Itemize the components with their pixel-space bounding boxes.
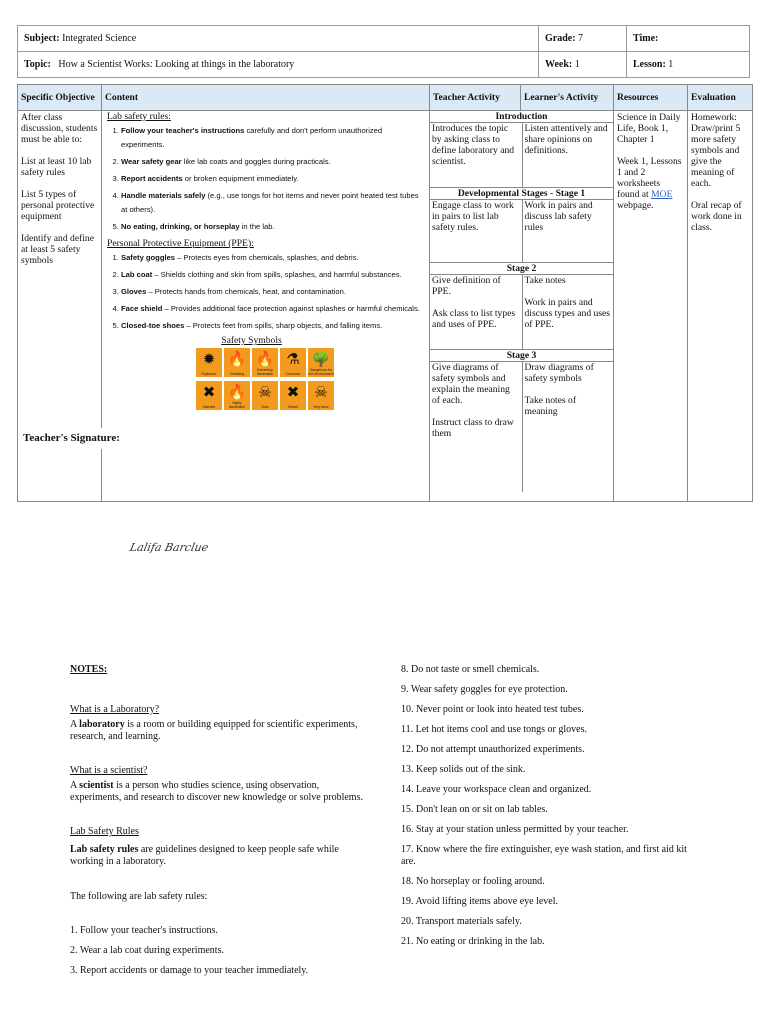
- topic-cell: [18, 52, 539, 78]
- ppe-list: [107, 251, 426, 333]
- safety-symbols-title: Safety Symbols: [221, 335, 282, 346]
- lab-rule-item: 2. Wear safety gear like lab coats and goggles during practicals.: [121, 155, 426, 169]
- week-value: 1: [574, 59, 580, 70]
- notes-a-safety-rules: Lab safety rules are guidelines designed to keep people safe while working in a laboratory.: [70, 844, 339, 867]
- evaluation-homework: Homework: Draw/print 5 more safety symbols and give the meaning of each.: [691, 112, 741, 189]
- ppe-title: Personal Protective Equipment (PPE):: [107, 238, 254, 249]
- safety-rule-line: 21. No eating or drinking in the lab.: [401, 936, 545, 947]
- subject-label: Subject:: [24, 33, 60, 44]
- teacher-signature-label: Teacher's Signature:: [18, 428, 194, 449]
- subject-value: Integrated Science: [62, 33, 137, 44]
- safety-rule-line: 20. Transport materials safely.: [401, 916, 522, 927]
- col-learner-header: Learner's Activity: [521, 85, 614, 111]
- learner-stage1: Work in pairs and discuss lab safety rules: [522, 200, 614, 262]
- learner-stage2-a: Take notes: [524, 275, 566, 286]
- col-teacher-header: Teacher Activity: [430, 85, 521, 111]
- learner-stage2-b: Work in pairs and discuss types and uses of PPE.: [524, 297, 611, 330]
- objective-2: List 5 types of personal protective equipment: [21, 189, 95, 222]
- stage1-heading: Developmental Stages - Stage 1: [430, 187, 613, 200]
- toxic-symbol-icon: ☠ Toxic: [252, 381, 278, 410]
- objective-3: Identify and define at least 5 safety symbols: [21, 233, 94, 266]
- moe-link[interactable]: MOE: [651, 189, 673, 200]
- irritant-symbol-icon: ✖ Irritant: [280, 381, 306, 410]
- grade-cell: [539, 26, 627, 52]
- time-cell: [627, 26, 750, 52]
- col-content-header: Content: [102, 85, 430, 111]
- notes-title: NOTES:: [70, 664, 108, 675]
- safety-rule-line: 2. Wear a lab coat during experiments.: [70, 945, 224, 956]
- safety-symbols-row-1: [195, 348, 426, 377]
- safety-rule-line: 1. Follow your teacher's instructions.: [70, 925, 218, 936]
- teacher-stage3-b: Instruct class to draw them: [432, 417, 514, 439]
- resources-cell: [614, 111, 688, 502]
- safety-rule-line: 19. Avoid lifting items above eye level.: [401, 896, 559, 907]
- topic-label: Topic:: [24, 59, 51, 70]
- notes-q-laboratory: What is a Laboratory?: [70, 704, 160, 715]
- notes-section: [70, 664, 370, 985]
- safety-rule-line: 18. No horseplay or fooling around.: [401, 876, 545, 887]
- learner-intro: Listen attentively and share opinions on definitions.: [522, 123, 614, 187]
- lesson-value: 1: [668, 59, 674, 70]
- safety-rule-line: 8. Do not taste or smell chemicals.: [401, 664, 540, 675]
- lab-rule-item: 5. No eating, drinking, or horseplay in the lab.: [121, 220, 426, 234]
- safety-rule-line: 12. Do not attempt unauthorized experiments.: [401, 744, 585, 755]
- ppe-item: 4. Face shield – Provides additional face protection against splashes or harmful chemicals.: [121, 302, 426, 316]
- handwritten-signature: Lalifa Barclue: [128, 541, 210, 554]
- teacher-intro: Introduces the topic by asking class to define laboratory and scientist.: [432, 123, 515, 167]
- col-resources-header: Resources: [614, 85, 688, 111]
- learner-stage3-b: Take notes of meaning: [524, 395, 577, 417]
- ppe-item: 3. Gloves – Protects hands from chemicals, heat, and contamination.: [121, 285, 426, 299]
- harmful-symbol-icon: ✖ Harmful: [196, 381, 222, 410]
- safety-symbols-row-2: [195, 381, 426, 410]
- subject-cell: [18, 26, 539, 52]
- safety-rule-line: 3. Report accidents or damage to your teacher immediately.: [70, 965, 309, 976]
- activities-cell: [430, 111, 614, 502]
- safety-rule-line: 15. Don't lean on or sit on lab tables.: [401, 804, 548, 815]
- corrosive-symbol-icon: ⚗ Corrosive: [280, 348, 306, 377]
- grade-label: Grade:: [545, 33, 576, 44]
- highly-flammable-symbol-icon: 🔥 Highly flammable: [224, 381, 250, 410]
- oxidising-symbol-icon: 🔥 Oxidising: [224, 348, 250, 377]
- safety-rule-line: 17. Know where the fire extinguisher, eye wash station, and first aid kit are.: [401, 844, 687, 867]
- week-label: Week:: [545, 59, 573, 70]
- notes-q-scientist: What is a scientist?: [70, 765, 148, 776]
- ppe-item: 5. Closed-toe shoes – Protects feet from spills, sharp objects, and falling items.: [121, 319, 426, 333]
- safety-rule-line: 13. Keep solids out of the sink.: [401, 764, 526, 775]
- week-cell: [539, 52, 627, 78]
- lab-rule-item: 1. Follow your teacher's instructions carefully and don't perform unauthorized experiments.: [121, 124, 426, 152]
- lab-rule-item: 3. Report accidents or broken equipment immediately.: [121, 172, 426, 186]
- ppe-item: 1. Safety goggles – Protects eyes from chemicals, splashes, and debris.: [121, 251, 426, 265]
- notes-a-scientist: A scientist is a person who studies science, using observation, experiments, and research to discover new knowledge or solve problems.: [70, 780, 363, 803]
- notes-a-laboratory: A laboratory is a room or building equipped for scientific experiments, research, and learning.: [70, 719, 358, 742]
- lesson-label: Lesson:: [633, 59, 666, 70]
- col-objective-header: Specific Objective: [18, 85, 102, 111]
- evaluation-recap: Oral recap of work done in class.: [691, 200, 742, 233]
- learner-stage3-a: Draw diagrams of safety symbols: [524, 362, 594, 384]
- col-evaluation-header: Evaluation: [688, 85, 753, 111]
- notes-rules-right: [401, 664, 701, 956]
- notes-rules-left: [70, 925, 370, 977]
- lesson-cell: [627, 52, 750, 78]
- objective-intro: After class discussion, students must be able to:: [21, 112, 98, 145]
- lab-rules-list: [107, 124, 426, 234]
- safety-rule-line: 14. Leave your workspace clean and organized.: [401, 784, 592, 795]
- explosive-symbol-icon: ✹ Explosive: [196, 348, 222, 377]
- notes-q-safety-rules: Lab Safety Rules: [70, 826, 139, 837]
- dangerous-for-the-environment-symbol-icon: 🌳 Dangerous for the environment: [308, 350, 334, 376]
- resources-book: Science in Daily Life, Book 1, Chapter 1: [617, 112, 681, 145]
- extremely-flammable-symbol-icon: 🔥 Extremely flammable: [252, 348, 278, 377]
- very-toxic-symbol-icon: ☠ Very toxic: [308, 381, 334, 410]
- stage3-heading: Stage 3: [430, 349, 613, 362]
- ppe-item: 2. Lab coat – Shields clothing and skin from spills, splashes, and harmful substances.: [121, 268, 426, 282]
- teacher-stage2-a: Give definition of PPE.: [432, 275, 501, 297]
- safety-rule-line: 9. Wear safety goggles for eye protection.: [401, 684, 568, 695]
- teacher-stage1: Engage class to work in pairs to list lab safety rules.: [432, 200, 514, 233]
- grade-value: 7: [578, 33, 584, 44]
- stage2-heading: Stage 2: [430, 262, 613, 275]
- safety-rule-line: 16. Stay at your station unless permitted by your teacher.: [401, 824, 629, 835]
- notes-rules-intro: The following are lab safety rules:: [70, 891, 208, 902]
- lab-rules-title: Lab safety rules:: [107, 111, 171, 122]
- safety-rule-line: 11. Let hot items cool and use tongs or gloves.: [401, 724, 587, 735]
- intro-heading: Introduction: [430, 111, 613, 123]
- lab-rule-item: 4. Handle materials safely (e.g., use tongs for hot items and never point heated test tubes at others).: [121, 189, 426, 217]
- objective-1: List at least 10 lab safety rules: [21, 156, 92, 178]
- resources-worksheets: Week 1, Lessons 1 and 2 worksheets found at MOE webpage.: [617, 156, 682, 211]
- lesson-header-table: [17, 25, 750, 78]
- teacher-stage2-b: Ask class to list types and uses of PPE.: [432, 308, 516, 330]
- time-label: Time:: [633, 33, 659, 44]
- evaluation-cell: [688, 111, 753, 502]
- teacher-stage3-a: Give diagrams of safety symbols and explain the meaning of each.: [432, 362, 510, 406]
- safety-rule-line: 10. Never point or look into heated test tubes.: [401, 704, 584, 715]
- topic-value: How a Scientist Works: Looking at things in the laboratory: [58, 59, 295, 70]
